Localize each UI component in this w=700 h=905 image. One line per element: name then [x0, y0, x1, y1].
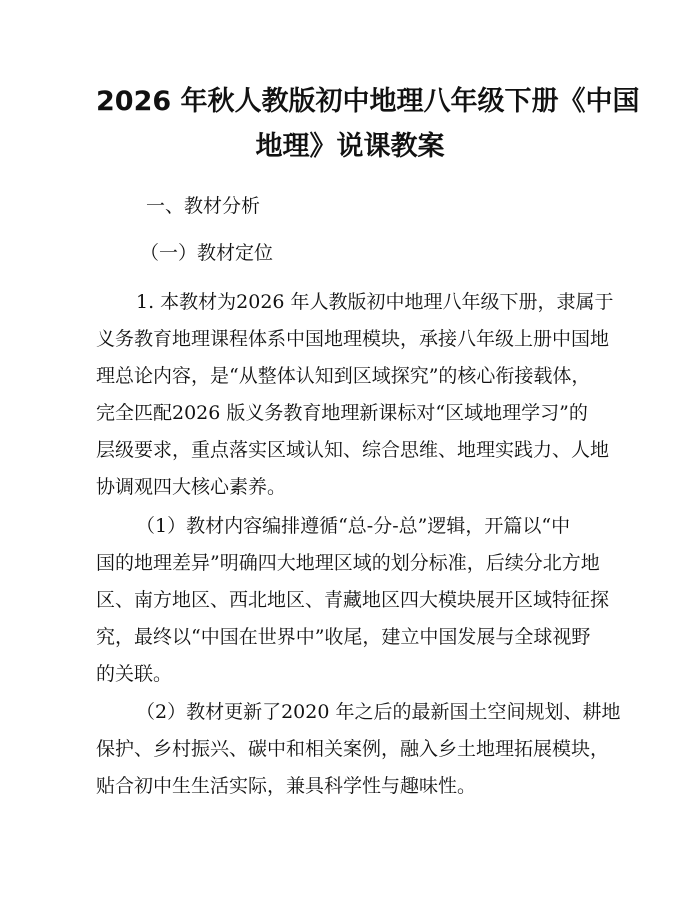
document-title-line-2: 地理》说课教案 [255, 131, 445, 162]
paragraph-line: 的关联。 [96, 663, 173, 685]
paragraph-line: 究，最终以“中国在世界中”收尾，建立中国发展与全球视野 [96, 626, 591, 648]
paragraph-line: 协调观四大核心素养。 [96, 476, 287, 498]
paragraph-3 [96, 694, 621, 805]
paragraph-line: 区、南方地区、西北地区、青藏地区四大模块展开区域特征探 [96, 589, 610, 611]
subsection-heading: （一）教材定位 [140, 242, 274, 264]
paragraph-line: 保护、乡村振兴、碳中和相关案例，融入乡土地理拓展模块， [96, 738, 610, 760]
paragraph-line: （1）教材内容编排遵循“总-分-总”逻辑，开篇以“中 [136, 515, 571, 537]
paragraph-line: 义务教育地理课程体系中国地理模块，承接八年级上册中国地 [96, 328, 610, 350]
paragraph-2 [96, 508, 610, 693]
paragraph-line: 理总论内容，是“从整体认知到区域探究”的核心衔接载体， [96, 365, 591, 387]
paragraph-line: 1. 本教材为2026 年人教版初中地理八年级下册，隶属于 [136, 291, 614, 313]
paragraph-line: 国的地理差异”明确四大地理区域的划分标准，后续分北方地 [96, 552, 600, 574]
paragraph-line: （2）教材更新了2020 年之后的最新国土空间规划、耕地 [136, 701, 621, 723]
document-title-line-1: 2026 年秋人教版初中地理八年级下册《中国 [96, 86, 640, 117]
section-heading: 一、教材分析 [146, 195, 261, 217]
paragraph-line: 完全匹配2026 版义务教育地理新课标对“区域地理学习”的 [96, 402, 588, 424]
paragraph-1 [96, 284, 614, 506]
paragraph-line: 贴合初中生生活实际，兼具科学性与趣味性。 [96, 775, 477, 797]
paragraph-line: 层级要求，重点落实区域认知、综合思维、地理实践力、人地 [96, 439, 610, 461]
